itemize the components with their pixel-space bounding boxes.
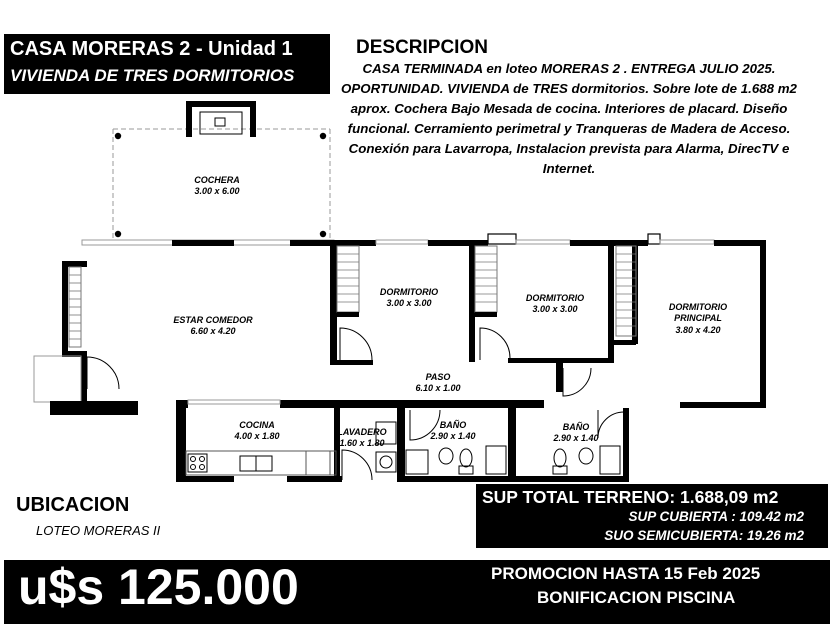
room-label-cochera: COCHERA	[194, 175, 240, 185]
room-dims-lavadero: 1.60 x 1.80	[339, 438, 385, 448]
room-label-estar-comedor: ESTAR COMEDOR	[173, 315, 253, 325]
property-subtitle: VIVIENDA DE TRES DORMITORIOS	[10, 66, 295, 85]
top-wall	[62, 234, 766, 267]
room-dims-bano-2: 2.90 x 1.40	[553, 433, 599, 443]
chimney	[189, 104, 253, 137]
room-dims-paso: 6.10 x 1.00	[415, 383, 461, 393]
description-heading: DESCRIPCION	[356, 37, 488, 58]
bonus-text: BONIFICACION PISCINA	[537, 588, 736, 607]
bathroom-1-fixtures	[406, 446, 506, 474]
room-label-dormitorio-principal-1: DORMITORIO	[668, 302, 728, 312]
room-label-bano-1: BAÑO	[439, 420, 467, 430]
interior-walls	[330, 240, 766, 408]
total-area: SUP TOTAL TERRENO: 1.688,09 m2	[482, 487, 779, 507]
semi-covered-area: SUO SEMICUBIERTA: 19.26 m2	[604, 528, 804, 543]
property-title: CASA MORERAS 2 - Unidad 1	[10, 38, 293, 60]
room-dims-bano-1: 2.90 x 1.40	[430, 431, 476, 441]
room-label-lavadero: LAVADERO	[337, 427, 387, 437]
room-dims-estar-comedor: 6.60 x 4.20	[190, 326, 236, 336]
covered-area: SUP CUBIERTA : 109.42 m2	[628, 509, 804, 524]
promo-text: PROMOCION HASTA 15 Feb 2025	[491, 564, 761, 583]
room-label-bano-2: BAÑO	[562, 422, 590, 432]
room-dims-dormitorio-2: 3.00 x 3.00	[532, 304, 578, 314]
left-wall	[34, 261, 138, 415]
room-dims-cocina: 4.00 x 1.80	[234, 431, 280, 441]
location-text: LOTEO MORERAS II	[36, 523, 161, 538]
location-heading: UBICACION	[16, 494, 130, 516]
price-banner	[4, 560, 830, 624]
room-label-paso: PASO	[425, 372, 451, 382]
area-summary	[476, 484, 828, 548]
closet-2	[475, 246, 497, 317]
description-text: CASA TERMINADA en loteo MORERAS 2 . ENTREGA JULIO 2025. OPORTUNIDAD. VIVIENDA de TRES dormitorios. Sobre lote de 1.688 m2 aprox. Cochera Bajo Mesada de cocina. Interiores de placard. Diseño funcional. Cerramiento perimetral y Tranqueras de Madera de Acceso. Conexión para Lavarropa, Instalacion prevista para Alarma, DirecTV e Internet.	[341, 61, 797, 176]
closet-1	[337, 246, 359, 317]
room-dims-dormitorio-principal: 3.80 x 4.20	[675, 325, 721, 335]
room-label-dormitorio-2: DORMITORIO	[525, 293, 585, 303]
price: u$s 125.000	[18, 559, 299, 615]
room-dims-dormitorio-1: 3.00 x 3.00	[386, 298, 432, 308]
room-label-dormitorio-1: DORMITORIO	[379, 287, 439, 297]
room-label-cocina: COCINA	[239, 420, 275, 430]
kitchen-fixtures	[186, 451, 336, 475]
room-dims-cochera: 3.00 x 6.00	[194, 186, 240, 196]
bathroom-2-fixtures	[553, 446, 620, 474]
room-label-dormitorio-principal-2: PRINCIPAL	[674, 313, 722, 323]
